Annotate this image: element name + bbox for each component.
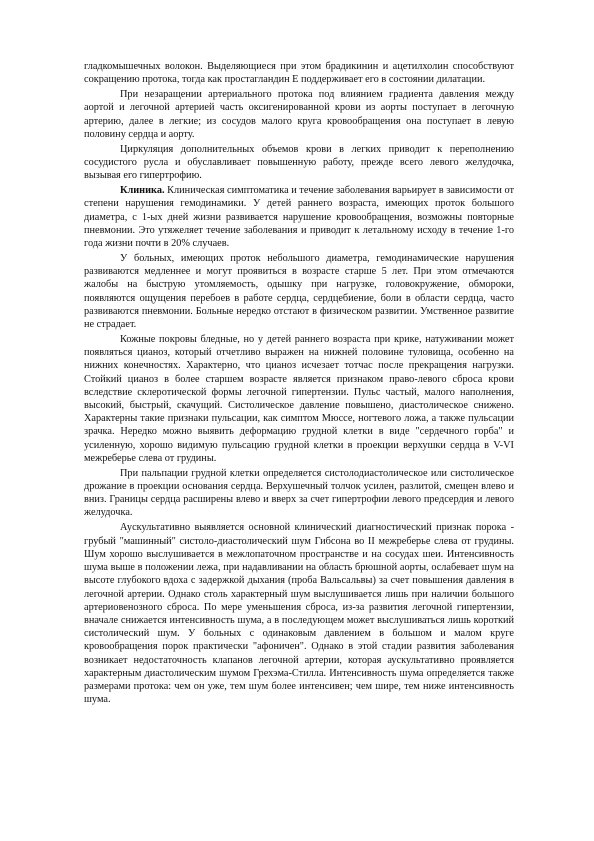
- paragraph-clinic: [84, 184, 514, 250]
- paragraph-2: [84, 88, 514, 141]
- paragraph-7: [84, 467, 514, 520]
- paragraph-clinic-text: Клиническая симптоматика и течение заболевания варьирует в зависимости от степени нарушения гемодинамики. У детей раннего возраста, имеющих проток большого диаметра, с 1-ых дней жизни развивается нарушение кровообращения, возможны повторные пневмонии. Это утяжеляет течение заболевания и приводит к летальному исходу в течение 1-го года жизни почти в 20% случаев.: [84, 185, 514, 250]
- paragraph-6: [84, 333, 514, 465]
- paragraph-5-text: У больных, имеющих проток небольшого диаметра, гемодинамические нарушения развиваются медленнее и могут проявиться в возрасте старше 5 лет. При этом отмечаются жалобы на быструю утомляемость, одышку при нагрузке, головокружение, обмороки, появляются ощущения перебоев в работе сердца, сердцебиение, боли в области сердца, часто развиваются пневмонии. Больные нередко отстают в физическом развитии. Умственное развитие не страдает.: [84, 253, 514, 331]
- paragraph-5: [84, 252, 514, 331]
- paragraph-8-text: Аускультативно выявляется основной клинический диагностический признак порока - грубый "машинный" систоло-диастолический шум Гибсона во II межреберье слева от грудины. Шум хорошо выслушивается в межлопаточном пространстве и на сосудах шеи. Интенсивность шума выше в положении лежа, при надавливании на область брюшной аорты, ослабевает шум на высоте глубокого вдоха с задержкой дыхания (проба Вальсальвы) за счет повышения давления в легочной артерии. Однако столь характерный шум выслушивается лишь при наличии большого артериовенозного сброса. По мере уменьшения сброса, из-за развития легочной гипертензии, вначале снижается интенсивность шума, а в последующем может выслушиваться лишь короткий систолический шум. У больных с одинаковым давлением в большом и малом круге кровообращения порок практически "афоничен". Однако в этой стадии развития заболевания возникает недостаточность клапанов легочной артерии, которая аускультативно проявляется характерным диастолическим шумом Грехэма-Стилла. Интенсивность шума определяется также размерами протока: чем он уже, тем шум более интенсивен; чем шире, тем ниже интенсивность шума.: [84, 522, 514, 706]
- paragraph-6-text: Кожные покровы бледные, но у детей раннего возраста при крике, натуживании может появляться цианоз, который отчетливо выражен на нижней половине туловища, особенно на нижних конечностях. Характерно, что цианоз исчезает тотчас после прекращения нагрузки. Стойкий цианоз в более старшем возрасте является признаком право-левого сброса крови вследствие склеротической формы легочной гипертензии. Пульс частый, малого наполнения, высокий, быстрый, скачущий. Систолическое давление повышено, диастолическое снижено. Характерны такие признаки пульсации, как симптом Мюссе, ногтевого ложа, а также пульсации зрачка. Нередко можно выявить деформацию грудной клетки в виде "сердечного горба" и усиленную, хорошо видимую пульсацию грудной клетки в проекции верхушки сердца в V-VI межреберье слева от грудины.: [84, 334, 514, 464]
- paragraph-8: [84, 521, 514, 706]
- paragraph-1: [84, 60, 514, 86]
- paragraph-7-text: При пальпации грудной клетки определяется систолодиастолическое или систолическое дрожание в проекции основания сердца. Верхушечный толчок усилен, разлитой, смещен влево и вниз. Границы сердца расширены влево и вверх за счет гипертрофии левого предсердия и левого желудочка.: [84, 467, 514, 519]
- paragraph-3: [84, 143, 514, 183]
- document-page: [84, 60, 514, 706]
- paragraph-2-text: При незаращении артериального протока под влиянием градиента давления между аортой и легочной артерией часть оксигенированной крови из аорты поступает в легочную артерию, далее в легкие; из сосудов малого круга кровообращения она поступает в левую половину сердца и аорту.: [84, 89, 514, 140]
- paragraph-3-text: Циркуляция дополнительных объемов крови в легких приводит к переполнению сосудистого русла и обуславливает повышенную работу, прежде всего левого желудочка, вызывая его гипертрофию.: [84, 143, 514, 182]
- paragraph-1-text: гладкомышечных волокон. Выделяющиеся при этом брадикинин и ацетилхолин способствуют сокращению протока, тогда как простагландин Е поддерживает его в состоянии дилатации.: [84, 61, 514, 86]
- section-heading-clinic: Клиника.: [120, 185, 165, 197]
